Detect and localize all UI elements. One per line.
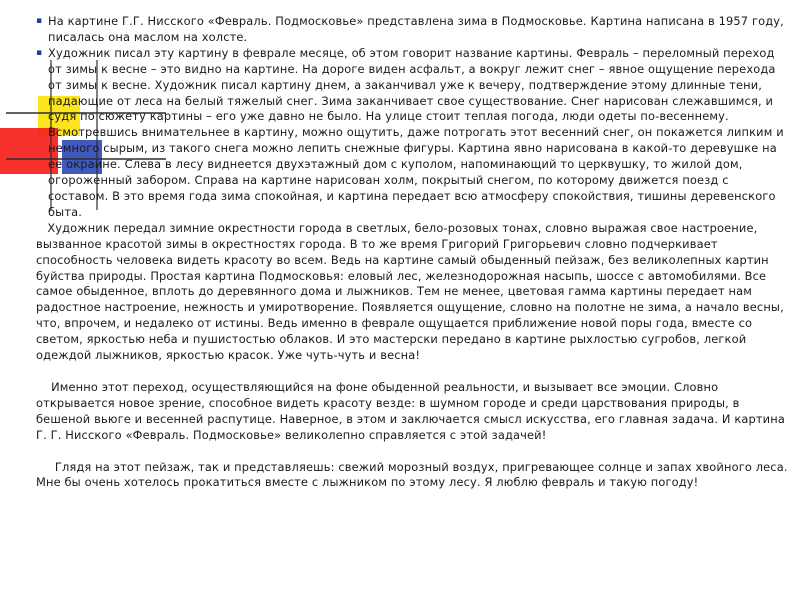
paragraph: Глядя на этот пейзаж, так и представляешь: свежий морозный воздух, пригревающее солнце и запах хвойного леса. Мне бы очень хотелось прокатиться вместе с лыжником по этому лесу. Я люблю февраль и такую погоду! — [36, 459, 792, 490]
paragraph: Художник передал зимние окрестности города в светлых, бело-розовых тонах, словно выражая свое настроение, вызванное красотой зимы в окрестностях города. В то же время Григорий Григорьевич словно подчеркивает способность человека видеть красоту во всем. Ведь на картине самый обыденный пейзаж, без великолепных картин буйства природы. Простая картина Подмосковья: еловый лес, железнодорожная насыпь, шоссе с автомобилями. Все самое обыденное, вплоть до деревянного дома и лыжников. Тем не менее, цветовая гамма картины передает нам радостное настроение, нежность и умиротворение. Появляется ощущение, словно на полотне не зима, а начало весны, что, впрочем, и недалеко от истины. Ведь именно в феврале ощущается приближение новой поры года, вместе со светом, яркостью неба и пушистостью облаков. И это мастерски передано в картине рыхлостью сугробов, легкой одеждой лыжников, яркостью красок. Уже чуть-чуть и весна! — [36, 220, 788, 363]
bullet-text: На картине Г.Г. Нисского «Февраль. Подмосковье» представлена зима в Подмосковье. Картина написана в 1957 году, писалась она маслом на холсте. — [48, 14, 784, 44]
bullet-icon: ▪ — [36, 16, 43, 26]
bullet-icon: ▪ — [36, 47, 43, 58]
slide-text — [36, 14, 792, 491]
bullet-text: Художник писал эту картину в феврале месяце, об этом говорит название картины. Февраль – переломный переход от зимы к весне – это видно на картине. На дороге виден асфальт, а вокруг лежит снег – явное ощущение перехода от зимы к весне. Художник писал картину днем, а заканчивал уже к вечеру, подтверждение этому длинные тени, падающие от леса на белый тяжелый снег. Зима заканчивает свое существование. Снег нарисован слежавшимся, и судя по сюжету картины – его уже давно не было. На улице стоит теплая погода, люди одеты по-весеннему. Всмотревшись внимательнее в картину, можно ощутить, даже потрогать этот весенний снег, он покажется липким и немного сырым, из такого снега можно лепить снежные фигуры. Картина явно нарисована в какой-то деревушке на ее окраине. Слева в лесу виднеется двухэтажный дом с куполом, напоминающий то церквушку, то жилой дом, огороженный забором. Справа на картине нарисован холм, покрытый снегом, по которому движется поезд с составом. В это время года зима спокойная, и картина передает всю атмосферу спокойствия, тишины деревенского быта. — [48, 45, 784, 219]
paragraph: Именно этот переход, осуществляющийся на фоне обыденной реальности, и вызывает все эмоции. Словно открывается новое зрение, способное видеть красоту везде: в шумном городе и среди царствования природы, в бешеной вьюге и весенней распутице. Наверное, в этом и заключается смысл искусства, его главная задача. И картина Г. Г. Нисского «Февраль. Подмосковье» великолепно справляется с этой задачей! — [36, 379, 789, 442]
bullet-paragraph — [36, 14, 788, 46]
bullet-paragraph — [36, 46, 788, 221]
